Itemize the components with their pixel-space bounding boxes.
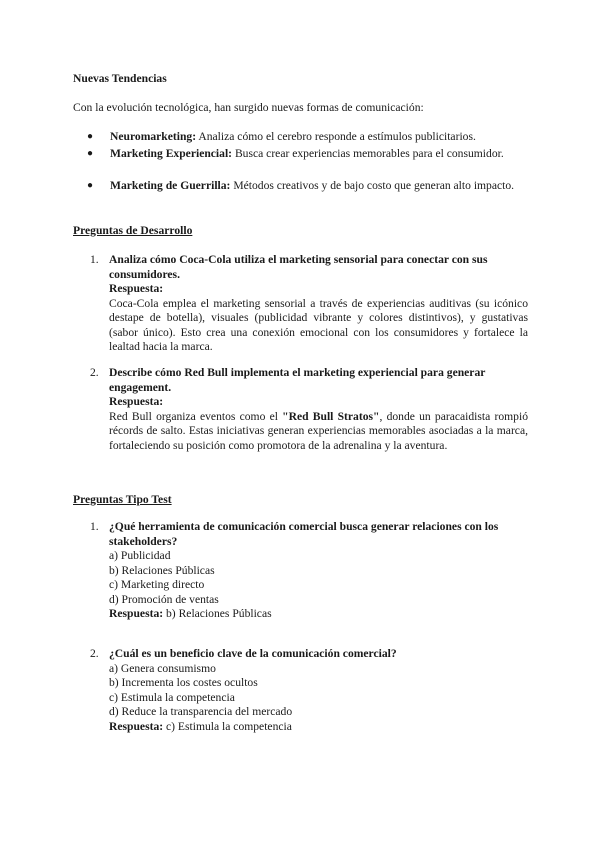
option-b: b) Incrementa los costes ocultos	[109, 676, 258, 689]
bullet-dot-icon: ●	[87, 148, 94, 159]
option-c: c) Estimula la competencia	[109, 690, 235, 704]
answer-label: Respuesta:	[109, 282, 164, 295]
development-question-1	[90, 253, 528, 355]
answer-label: Respuesta:	[109, 395, 164, 408]
answer-label: Respuesta:	[109, 607, 164, 620]
test-question-1	[90, 520, 528, 622]
bullet-text: Métodos creativos y de bajo costo que generan alto impacto.	[230, 179, 515, 192]
question-text: ¿Qué herramienta de comunicación comercial busca generar relaciones con los stakeholders?	[109, 520, 499, 548]
answer-text: c) Estimula la competencia	[163, 719, 292, 733]
bullet-item	[87, 179, 528, 194]
answer-text: b) Relaciones Públicas	[163, 607, 272, 620]
answer-text: Red Bull organiza eventos como el	[109, 409, 283, 423]
bullet-dot-icon: ●	[87, 131, 94, 142]
section-heading-preguntas-desarrollo: Preguntas de Desarrollo	[73, 224, 193, 237]
test-question-2	[90, 647, 528, 734]
bullet-item	[87, 130, 528, 145]
section-heading-nuevas-tendencias: Nuevas Tendencias	[73, 72, 167, 85]
answer-highlight: "Red Bull Stratos"	[282, 409, 380, 423]
option-a: a) Publicidad	[109, 549, 171, 562]
option-a: a) Genera consumismo	[109, 661, 216, 675]
question-text: Analiza cómo Coca-Cola utiliza el marketing sensorial para conectar con sus consumidores.	[109, 253, 488, 281]
question-text: ¿Cuál es un beneficio clave de la comunicación comercial?	[109, 647, 397, 660]
bullet-term: Marketing de Guerrilla:	[110, 179, 231, 192]
bullet-text: Analiza cómo el cerebro responde a estímulos publicitarios.	[196, 130, 476, 143]
answer-label: Respuesta:	[109, 719, 164, 733]
bullet-item	[87, 147, 528, 162]
bullet-dot-icon: ●	[87, 180, 94, 191]
option-c: c) Marketing directo	[109, 578, 205, 591]
answer-text: Coca-Cola emplea el marketing sensorial a través de experiencias auditivas (su icónico destape de botella), visuales (publicidad vibrante y colores distintivos), y gustativas (sabor único). Esto crea una conexión emocional con los consumidores y fortalece la lealtad hacia la marca.	[109, 296, 528, 353]
option-d: d) Promoción de ventas	[109, 592, 219, 606]
answer-text: , donde un paracaidista rompió récords de salto. Estas iniciativas generan experiencias memorables asociadas a la marca, fortaleciendo su posición como promotora de la adrenalina y la aventura.	[109, 409, 528, 452]
question-text: Describe cómo Red Bull implementa el marketing experiencial para generar engagement.	[109, 366, 486, 394]
question-number: 2.	[90, 647, 99, 660]
question-number: 2.	[90, 366, 99, 379]
question-number: 1.	[90, 520, 99, 533]
section-heading-preguntas-test: Preguntas Tipo Test	[73, 493, 172, 506]
option-b: b) Relaciones Públicas	[109, 563, 215, 577]
option-d: d) Reduce la transparencia del mercado	[109, 705, 293, 718]
bullet-text: Busca crear experiencias memorables para el consumidor.	[232, 147, 504, 160]
intro-paragraph: Con la evolución tecnológica, han surgido nuevas formas de comunicación:	[73, 101, 424, 114]
bullet-term: Marketing Experiencial:	[110, 147, 233, 160]
bullet-term: Neuromarketing:	[110, 130, 197, 143]
question-number: 1.	[90, 253, 99, 266]
development-question-2	[90, 366, 528, 453]
